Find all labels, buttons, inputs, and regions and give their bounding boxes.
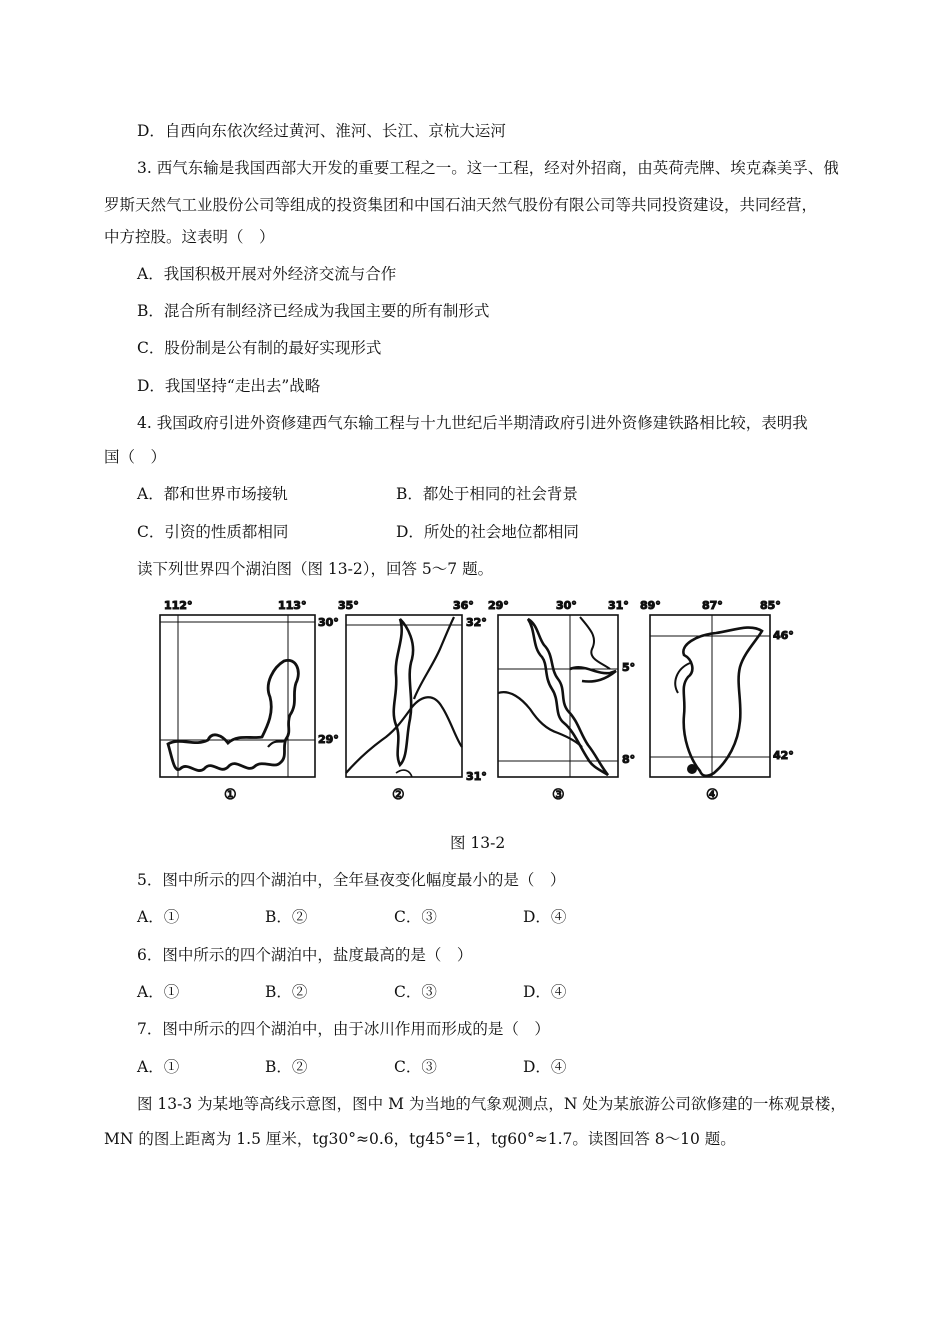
- q5-option-a: A．①: [137, 908, 180, 926]
- q6-option-a: A．①: [137, 983, 180, 1001]
- map3-lon-right: 31°: [608, 599, 629, 612]
- map1-lat-top: 30°: [318, 616, 339, 629]
- q4-option-a: A．都和世界市场接轨: [137, 485, 288, 503]
- q3-option-a: A．我国积极开展对外经济交流与合作: [137, 265, 397, 283]
- lake-map-1: [160, 599, 339, 803]
- q3-stem-line1: 3. 西气东输是我国西部大开发的重要工程之一。这一工程，经对外招商，由英荷壳牌、埃克森美孚、俄: [137, 159, 839, 177]
- q6-stem: 6．图中所示的四个湖泊中，盐度最高的是（ ）: [137, 946, 473, 964]
- q7-stem: 7．图中所示的四个湖泊中，由于冰川作用而形成的是（ ）: [137, 1020, 550, 1038]
- map1-lon-left: 112°: [164, 599, 193, 612]
- map4-lat-bottom: 42°: [773, 749, 794, 762]
- map3-number: ③: [552, 787, 565, 803]
- lake-map-4: [640, 599, 794, 803]
- map4-lat-top: 46°: [773, 629, 794, 642]
- q8-10-intro-line1: 图 13-3 为某地等高线示意图，图中 M 为当地的气象观测点，N 处为某旅游公司欲修建的一栋观景楼，: [137, 1095, 846, 1113]
- map1-number: ①: [224, 787, 237, 803]
- q5-option-d: D．④: [523, 908, 567, 926]
- q5-stem: 5．图中所示的四个湖泊中，全年昼夜变化幅度最小的是（ ）: [137, 871, 566, 889]
- q2-option-d: D．自西向东依次经过黄河、淮河、长江、京杭大运河: [137, 122, 506, 140]
- map2-number: ②: [392, 787, 405, 803]
- q5-option-b: B．②: [265, 908, 308, 926]
- q7-option-a: A．①: [137, 1058, 180, 1076]
- q3-option-b: B．混合所有制经济已经成为我国主要的所有制形式: [137, 302, 490, 320]
- q3-stem-line3: 中方控股。这表明（ ）: [104, 228, 275, 246]
- map2-lat-top: 32°: [466, 616, 487, 629]
- map4-number: ④: [706, 787, 719, 803]
- q5-7-intro: 读下列世界四个湖泊图（图 13-2），回答 5～7 题。: [137, 560, 494, 578]
- figure-caption: 图 13-2: [450, 834, 506, 852]
- q4-stem-line2: 国（ ）: [104, 448, 167, 466]
- lake-map-2: [338, 599, 487, 803]
- map2-lon-right: 36°: [453, 599, 474, 612]
- q3-stem-line2: 罗斯天然气工业股份公司等组成的投资集团和中国石油天然气股份有限公司等共同投资建设，共同经营，: [104, 196, 818, 214]
- q6-option-b: B．②: [265, 983, 308, 1001]
- q8-10-intro-line2: MN 的图上距离为 1.5 厘米，tg30°≈0.6，tg45°=1，tg60°≈1.7。读图回答 8～10 题。: [104, 1130, 736, 1148]
- lake-map-3: [488, 599, 635, 803]
- map2-lat-bottom: 31°: [466, 770, 487, 783]
- q7-option-c: C．③: [394, 1058, 437, 1076]
- q4-option-b: B．都处于相同的社会背景: [396, 485, 578, 503]
- q7-option-d: D．④: [523, 1058, 567, 1076]
- q6-option-c: C．③: [394, 983, 437, 1001]
- map3-lat-top: 5°: [622, 661, 636, 674]
- q3-option-c: C．股份制是公有制的最好实现形式: [137, 339, 382, 357]
- q4-option-d: D．所处的社会地位都相同: [396, 523, 579, 541]
- q5-option-c: C．③: [394, 908, 437, 926]
- map3-lat-bottom: 8°: [622, 753, 636, 766]
- q4-stem-line1: 4. 我国政府引进外资修建西气东输工程与十九世纪后半期清政府引进外资修建铁路相比较，表明我: [137, 414, 808, 432]
- map1-lon-right: 113°: [278, 599, 307, 612]
- q7-option-b: B．②: [265, 1058, 308, 1076]
- q6-option-d: D．④: [523, 983, 567, 1001]
- map3-lon-left: 29°: [488, 599, 509, 612]
- map4-lon-right: 85°: [760, 599, 781, 612]
- map1-lat-bottom: 29°: [318, 733, 339, 746]
- lake-maps-figure: [150, 597, 810, 807]
- map4-lon-left: 89°: [640, 599, 661, 612]
- map3-lon-mid: 30°: [556, 599, 577, 612]
- map4-lon-mid: 87°: [702, 599, 723, 612]
- q4-option-c: C．引资的性质都相同: [137, 523, 289, 541]
- q3-option-d: D．我国坚持“走出去”战略: [137, 377, 321, 395]
- map2-lon-left: 35°: [338, 599, 359, 612]
